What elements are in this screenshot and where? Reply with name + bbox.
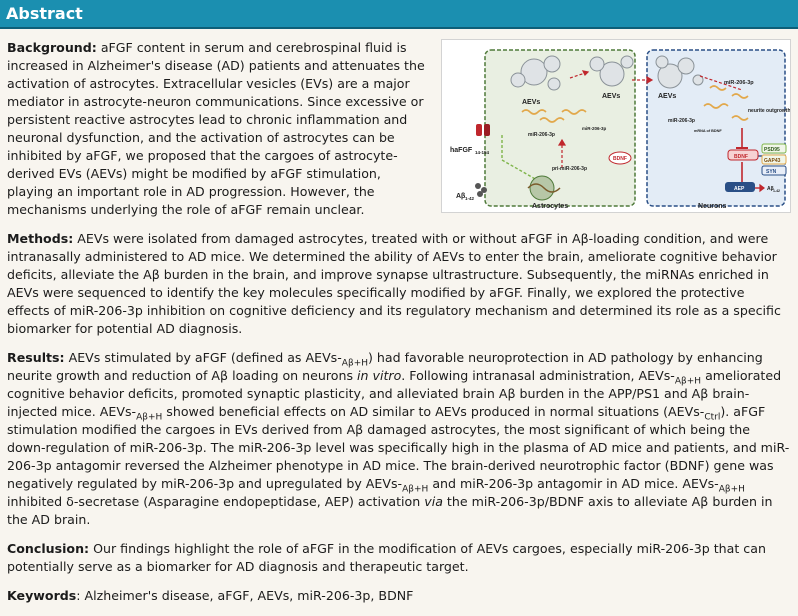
label-abeta-left: Aβ xyxy=(456,193,466,200)
abstract-title: Abstract xyxy=(6,4,83,23)
label-hafgf-sub: 14-154 xyxy=(475,150,490,155)
results-text: ). aFGF stimulation modified the cargoes in EVs derived from Aβ damaged astrocytes, the most significant of which being the down-regulation of miR-206-3p. The miR-206-3p level was specifically high in the plasma of AD mice and patients, and miR-206-3p antagomir reversed the Alzheimer phenotype in AD mice. The brain-derived neurotrophic factor (BDNF) gene was negatively regulated by miR-206-3p and upregulated by AEVs- xyxy=(7,404,790,491)
label-psd95: PSD95 xyxy=(764,147,780,153)
hafgf-molecule-icon xyxy=(476,124,490,136)
conclusion-label: Conclusion: xyxy=(7,541,90,556)
results-text: ameliorated cognitive behavior deficits, promoted synaptic plasticity, and alleviated brain Aβ burden in the APP/PS1 and Aβ brain-injected mice. AEVs- xyxy=(7,368,782,419)
results-subscript: Ctrl xyxy=(704,412,721,423)
methods-label: Methods: xyxy=(7,231,74,246)
results-text: and miR-206-3p antagomir in AD mice. AEVs- xyxy=(428,476,719,491)
results-label: Results: xyxy=(7,350,65,365)
results-subscript: Aβ+H xyxy=(674,376,702,387)
results-subscript: Aβ+H xyxy=(718,484,745,495)
methods-paragraph xyxy=(7,230,791,338)
label-bdnf-left: BDNF xyxy=(613,156,627,162)
label-mrna-bdnf: mRNA of BDNF xyxy=(694,129,722,133)
label-mir-right-mid: miR-206-3p xyxy=(668,118,695,124)
results-text: inhibited δ-secretase (Asparagine endopeptidase, AEP) activation xyxy=(7,494,425,509)
graphical-abstract-svg xyxy=(442,40,790,212)
background-text: aFGF content in serum and cerebrospinal fluid is increased in Alzheimer's disease (AD) patients and attenuates the activation of astrocytes. Extracellular vesicles (EVs) are a major mediator in astrocyte-neuron communications. Since excessive or persistent reactive astrocytes lead to chronic inflammation and neuronal dysfunction, and the activation of astrocytes can be inhibited by aFGF, we proposed that the cargoes of astrocyte-derived EVs (AEVs) might be modified by aFGF stimulation, playing an important role in AD progression. However, the mechanisms underlying the role of aFGF remain unclear. xyxy=(7,40,425,217)
label-aevs-mid: AEVs xyxy=(602,93,621,100)
label-mir-top-right: miR-206-3p xyxy=(724,80,754,86)
nucleus-icon xyxy=(530,176,554,200)
label-abeta-right-sub: 1-42 xyxy=(773,189,781,193)
keywords-paragraph xyxy=(7,587,791,605)
results-paragraph xyxy=(7,349,791,529)
results-text: the miR-206-3p/BDNF axis to alleviate Aβ burden in the AD brain. xyxy=(7,494,773,527)
methods-text: AEVs were isolated from damaged astrocytes, treated with or without aFGF in Aβ-loading condition, and were intranasally administered to AD mice. We determined the ability of AEVs to enter the brain, ameliorate cognitive behavior deficits, alleviate the Aβ burden in the brain, and improve synapse ultrastructure. Subsequently, the miRNAs enriched in AEVs were sequenced to identify the key molecules specifically modified by aFGF. Finally, we explored the protective effects of miR-206-3p inhibition on cognitive deficiency and its regulatory mechanism and determined its role as a specific biomarker for potential AD diagnosis. xyxy=(7,231,781,336)
conclusion-text: Our findings highlight the role of aFGF in the modification of AEVs cargoes, especially miR-206-3p that can potentially serve as a biomarker for AD diagnosis and therapeutic target. xyxy=(7,541,766,574)
label-hafgf: haFGF xyxy=(450,147,473,154)
results-subscript: Aβ+H xyxy=(341,358,369,369)
label-abeta-left-sub: 1-42 xyxy=(465,196,475,201)
graphical-abstract-figure xyxy=(441,39,791,213)
label-astrocytes: Astrocytes xyxy=(532,203,569,210)
label-gap43: GAP43 xyxy=(764,158,781,164)
label-aevs-right: AEVs xyxy=(658,93,677,100)
keywords-text: : Alzheimer's disease, aFGF, AEVs, miR-206-3p, BDNF xyxy=(76,588,414,603)
results-subscript: Aβ+H xyxy=(136,412,163,423)
conclusion-paragraph xyxy=(7,540,791,576)
keywords-label: Keywords xyxy=(7,588,77,603)
label-syn: SYN xyxy=(766,169,777,175)
label-pri-mir: pri-miR-206-3p xyxy=(552,166,588,172)
label-aep: AEP xyxy=(734,186,745,192)
abstract-header xyxy=(0,0,798,29)
results-text: AEVs stimulated by aFGF (defined as AEVs- xyxy=(64,350,342,365)
background-label: Background: xyxy=(7,40,97,55)
label-abeta-right: Aβ xyxy=(767,186,774,192)
results-subscript: Aβ+H xyxy=(402,484,429,495)
label-mir-left-small: miR-206-3p xyxy=(582,126,607,131)
label-neurons: Neurons xyxy=(698,203,727,210)
label-bdnf-right: BDNF xyxy=(734,154,748,160)
label-aevs-left: AEVs xyxy=(522,99,541,106)
results-italic: in vitro xyxy=(357,368,402,383)
label-neurite-outgrowth: neurite outgrowth xyxy=(748,108,790,114)
label-mir-left-mid: miR-206-3p xyxy=(528,132,555,138)
results-text: showed beneficial effects on AD similar to AEVs produced in normal situations (AEVs- xyxy=(162,404,705,419)
abstract-content xyxy=(7,39,791,616)
results-text: ) had favorable neuroprotection in AD pathology by enhancing neurite growth and reduction of Aβ loading on neurons xyxy=(7,350,763,383)
results-text: . Following intranasal administration, AEVs- xyxy=(401,368,675,383)
results-italic: via xyxy=(424,494,443,509)
